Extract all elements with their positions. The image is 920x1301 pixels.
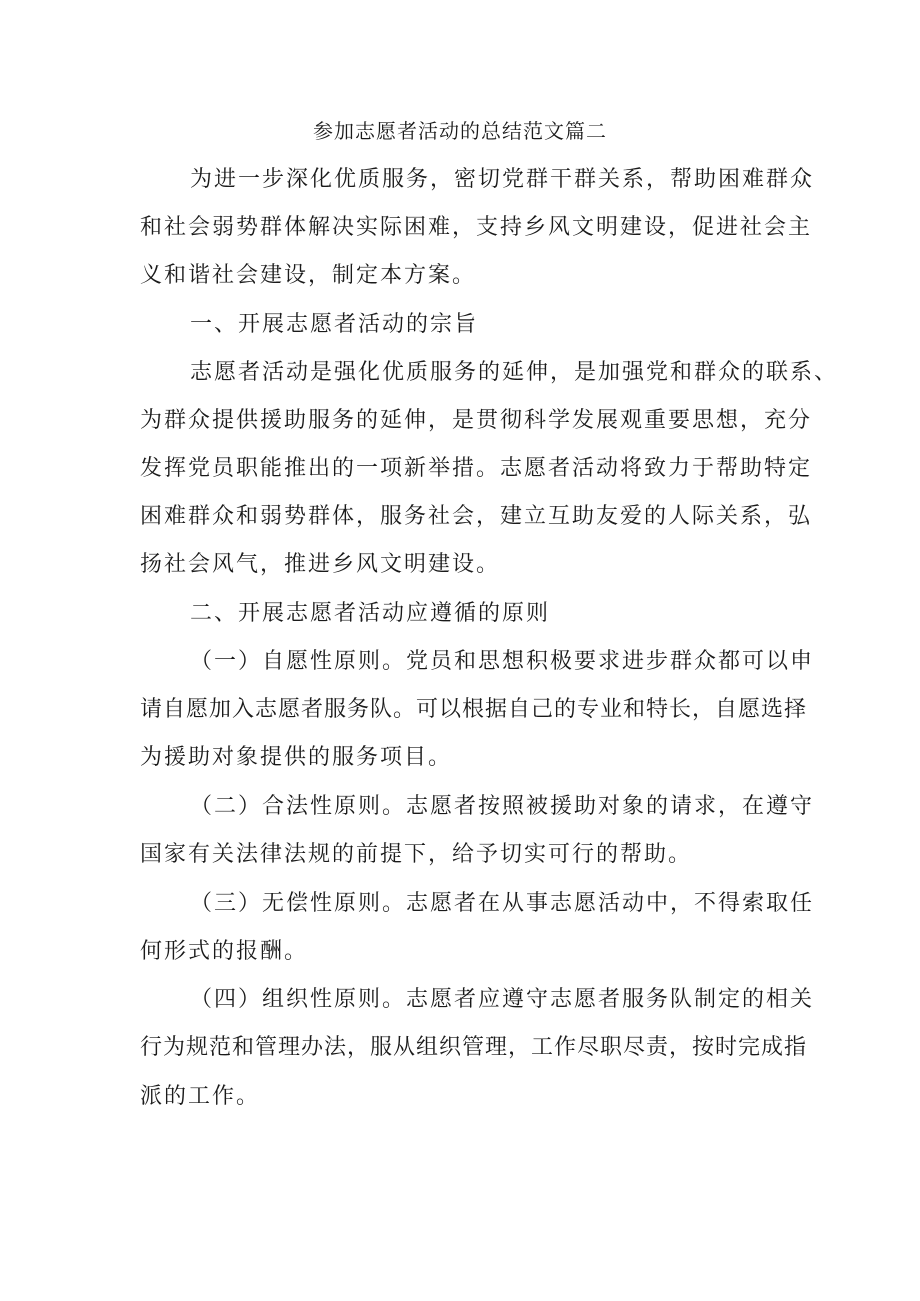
intro-line-3: 义和谐社会建设，制定本方案。 bbox=[140, 263, 477, 288]
section1-line-2: 为群众提供援助服务的延伸，是贯彻科学发展观重要思想，充分 bbox=[140, 408, 813, 433]
principle4-line-2: 行为规范和管理办法，服从组织管理，工作尽职尽责，按时完成指 bbox=[140, 1035, 808, 1060]
document-title: 参加志愿者活动的总结范文篇二 bbox=[313, 119, 607, 143]
principle4-line-3: 派的工作。 bbox=[140, 1084, 261, 1109]
intro-line-1: 为进一步深化优质服务，密切党群干群关系，帮助困难群众 bbox=[190, 167, 815, 192]
section-heading-1: 一、开展志愿者活动的宗旨 bbox=[190, 312, 479, 337]
section1-line-4: 困难群众和弱势群体，服务社会，建立互助友爱的人际关系，弘 bbox=[140, 504, 813, 529]
principle1-line-2: 请自愿加入志愿者服务队。可以根据自己的专业和特长，自愿选择 bbox=[140, 697, 808, 722]
section-heading-2: 二、开展志愿者活动应遵循的原则 bbox=[190, 601, 551, 626]
principle4-line-1: （四）组织性原则。志愿者应遵守志愿者服务队制定的相关 bbox=[190, 987, 815, 1012]
section1-line-3: 发挥党员职能推出的一项新举措。志愿者活动将致力于帮助特定 bbox=[140, 456, 813, 481]
principle3-line-1: （三）无偿性原则。志愿者在从事志愿活动中，不得索取任 bbox=[190, 891, 815, 916]
intro-line-2: 和社会弱势群体解决实际困难，支持乡风文明建设，促进社会主 bbox=[140, 215, 813, 240]
principle1-line-1: （一）自愿性原则。党员和思想积极要求进步群众都可以申 bbox=[190, 649, 815, 674]
principle2-line-1: （二）合法性原则。志愿者按照被援助对象的请求，在遵守 bbox=[190, 794, 815, 819]
principle3-line-2: 何形式的报酬。 bbox=[140, 939, 309, 964]
section1-line-1: 志愿者活动是强化优质服务的延伸，是加强党和群众的联系、 bbox=[190, 360, 839, 385]
principle1-line-3: 为援助对象提供的服务项目。 bbox=[140, 745, 453, 770]
principle2-line-2: 国家有关法律法规的前提下，给予切实可行的帮助。 bbox=[140, 842, 693, 867]
section1-line-5: 扬社会风气，推进乡风文明建设。 bbox=[140, 552, 501, 577]
